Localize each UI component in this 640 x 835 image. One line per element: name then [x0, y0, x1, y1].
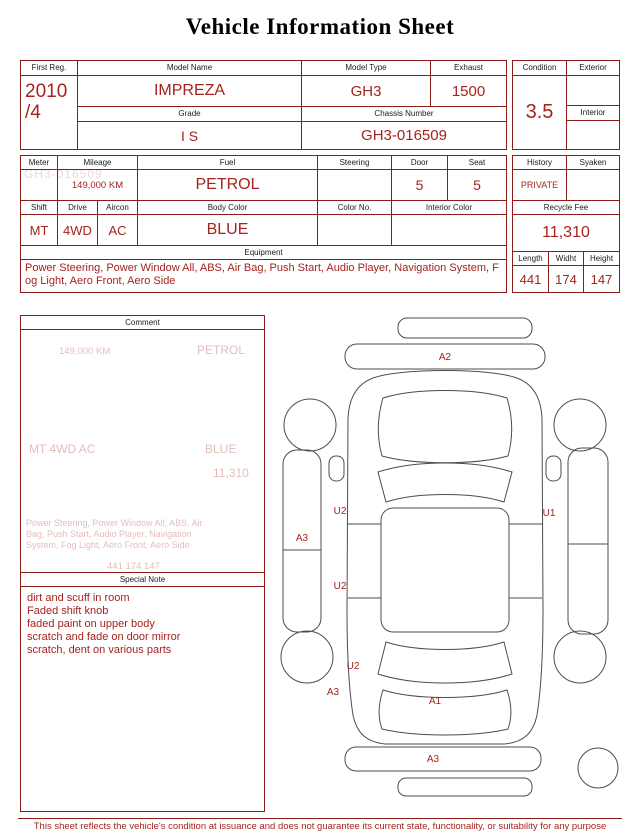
- damage-mark-u2-front: U2: [333, 506, 347, 517]
- door-value: 5: [391, 170, 447, 200]
- ghost-equipment-1: Power Steering, Power Window All, ABS, Air: [26, 518, 203, 528]
- footer-disclaimer: This sheet reflects the vehicle's condition at issuance and does not guarantee its current state, functionality, or suitability for any purpose: [33, 821, 607, 832]
- ghost-recycle: 11,310: [213, 466, 249, 480]
- ghost-equipment-3: System, Fog Light, Aero Front, Aero Side: [26, 540, 190, 550]
- interior-color-label: Interior Color: [391, 201, 506, 214]
- drive-value: 4WD: [57, 215, 97, 245]
- steering-value: [317, 170, 391, 200]
- rear-bumper: [345, 747, 541, 771]
- damage-mark-a3-left: A3: [295, 533, 309, 544]
- fuel-value: PETROL: [137, 170, 317, 200]
- mileage-value: 149,000 KM: [57, 170, 137, 200]
- interior-color-value: [391, 215, 506, 245]
- recycle-fee-label: Recycle Fee: [513, 200, 619, 214]
- body-color-value: BLUE: [137, 215, 317, 245]
- condition-label: Condition: [513, 61, 566, 76]
- comment-ghost-area: [21, 330, 264, 572]
- color-no-label: Color No.: [317, 201, 391, 214]
- length-value: 441: [519, 271, 542, 287]
- ghost-fuel: PETROL: [197, 343, 246, 357]
- damage-mark-u2-rear: U2: [346, 661, 360, 672]
- rear-right-wheel: [554, 631, 606, 683]
- seat-label: Seat: [447, 156, 506, 169]
- exterior-label: Exterior: [579, 63, 607, 72]
- ghost-dimensions: 441 174 147: [107, 561, 160, 572]
- front-top-bar: [398, 318, 532, 338]
- special-note-line: dirt and scuff in room: [27, 592, 130, 604]
- comment-header: Comment: [21, 316, 264, 330]
- damage-diagram-area: [265, 310, 635, 810]
- model-name-label: Model Name: [166, 63, 213, 72]
- interior-value: [567, 120, 619, 150]
- damage-mark-a2: A2: [438, 352, 452, 363]
- damage-mark-a3-bumper: A3: [426, 754, 440, 765]
- chassis-number-value: GH3-016509: [301, 122, 506, 149]
- model-name-value: IMPREZA: [153, 82, 226, 99]
- width-label: Widht: [548, 252, 583, 265]
- history-table: [512, 155, 620, 293]
- first-reg-label: First Reg.: [21, 61, 77, 76]
- first-reg-year: 2010: [25, 81, 68, 102]
- equipment-label: Equipment: [21, 245, 506, 259]
- front-left-wheel: [284, 399, 336, 451]
- history-label: History: [527, 158, 552, 167]
- front-right-wheel: [554, 399, 606, 451]
- ghost-equipment-2: Bag, Push Start, Audio Player, Navigation: [26, 529, 192, 539]
- height-value: 147: [583, 266, 619, 292]
- syaken-value: [566, 170, 619, 200]
- vehicle-main-table: [20, 60, 507, 150]
- condition-table: [512, 60, 620, 150]
- ghost-mileage: 149,000 KM: [59, 346, 111, 357]
- model-type-label: Model Type: [301, 61, 430, 75]
- rear-window: [378, 642, 512, 683]
- right-mirror: [546, 456, 561, 481]
- body-color-label: Body Color: [137, 201, 317, 214]
- condition-value: 3.5: [525, 101, 554, 123]
- special-note-line: scratch, dent on various parts: [27, 644, 172, 656]
- exhaust-value: 1500: [430, 76, 506, 106]
- ghost-chassis-artifact: GH3-016509: [24, 167, 103, 181]
- damage-mark-a1: A1: [428, 696, 442, 707]
- mileage-label: Mileage: [57, 156, 137, 169]
- damage-mark-u1: U1: [542, 508, 556, 519]
- damage-mark-u2-mid: U2: [333, 581, 347, 592]
- exterior-value: [567, 75, 619, 105]
- trunk-panel: [379, 690, 511, 735]
- first-reg-month: /4: [25, 102, 41, 123]
- page-title: Vehicle Information Sheet: [185, 14, 455, 39]
- first-reg-cell: [21, 61, 77, 149]
- special-note-list: [21, 587, 264, 811]
- rear-left-wheel: [281, 631, 333, 683]
- damage-diagram: [265, 310, 635, 810]
- exhaust-label: Exhaust: [430, 61, 506, 75]
- special-note-line: faded paint on upper body: [27, 618, 155, 630]
- footer-divider: [18, 818, 622, 819]
- car-body-outline: [347, 371, 543, 745]
- recycle-fee-value: 11,310: [513, 214, 619, 251]
- width-value: 174: [548, 266, 583, 292]
- first-reg-value: [21, 76, 77, 123]
- chassis-number-label: Chassis Number: [301, 107, 506, 121]
- grade-label: Grade: [178, 109, 201, 118]
- ghost-color: BLUE: [205, 442, 237, 456]
- ghost-shift-drive: MT 4WD AC: [29, 442, 96, 456]
- height-label: Height: [583, 252, 619, 265]
- shift-value: MT: [29, 222, 49, 238]
- model-type-value: GH3: [301, 76, 430, 106]
- syaken-label: Syaken: [566, 156, 619, 169]
- right-side-panel: [568, 448, 608, 634]
- aircon-value: AC: [97, 215, 137, 245]
- roof-panel: [381, 508, 509, 632]
- length-label: Length: [518, 254, 543, 263]
- hood-panel: [378, 391, 511, 463]
- seat-value: 5: [447, 170, 506, 200]
- special-note-line: scratch and fade on door mirror: [27, 631, 181, 643]
- shift-label: Shift: [30, 203, 47, 212]
- color-no-value: [317, 215, 391, 245]
- door-label: Door: [391, 156, 447, 169]
- rear-bottom-bar: [398, 778, 532, 796]
- special-note-header: Special Note: [21, 572, 264, 587]
- steering-label: Steering: [317, 156, 391, 169]
- drive-label: Drive: [57, 201, 97, 214]
- fuel-label: Fuel: [137, 156, 317, 169]
- interior-label: Interior: [567, 105, 619, 120]
- equipment-value: Power Steering, Power Window All, ABS, Air Bag, Push Start, Audio Player, Navigation System, Fog Light, Aero Front, Aero Side: [21, 259, 506, 292]
- windshield: [378, 463, 512, 502]
- door-seams: [348, 524, 542, 598]
- comment-box: [20, 315, 265, 812]
- aircon-label: Aircon: [97, 201, 137, 214]
- damage-mark-a3-rear-left: A3: [326, 687, 340, 698]
- grade-value: I S: [180, 127, 199, 144]
- history-value: PRIVATE: [520, 180, 559, 190]
- special-note-line: Faded shift knob: [27, 605, 109, 617]
- spare-tire: [578, 748, 618, 788]
- meter-label: Meter: [28, 158, 50, 167]
- left-mirror: [329, 456, 344, 481]
